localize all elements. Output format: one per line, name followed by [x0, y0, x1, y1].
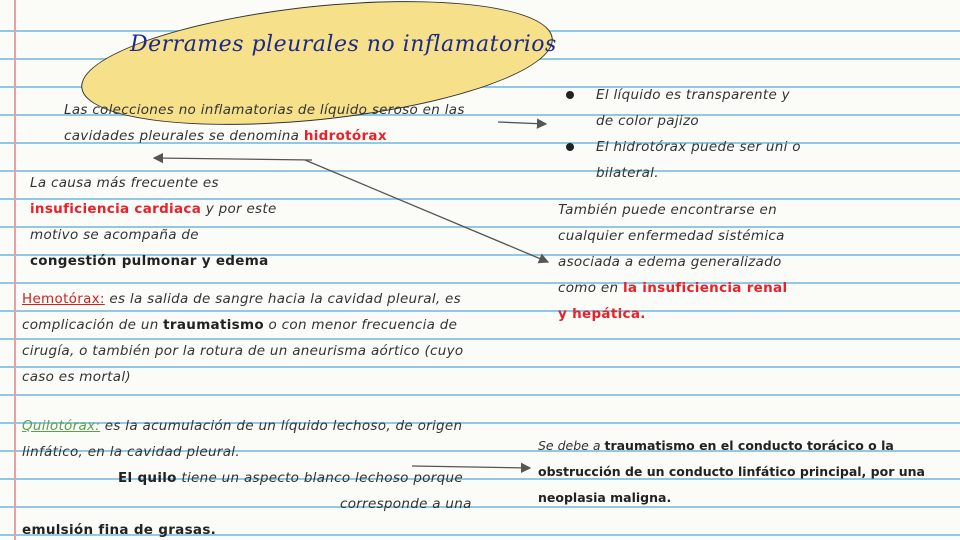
hemotorax-line-3: cirugía, o también por la rotura de un aneurisma aórtico (cuyo: [22, 343, 464, 359]
cause-line-2-rest: y por este: [205, 201, 277, 217]
insuficiencia-cardiaca-highlight: insuficiencia cardiaca: [30, 201, 202, 217]
bullet-line: de color pajizo: [596, 113, 699, 129]
hemotorax-line-2-prefix: complicación de un: [22, 317, 159, 333]
arrow-to-quilo-cause: [412, 466, 530, 468]
quilo-cause-line-3: neoplasia maligna.: [538, 490, 672, 505]
hemotorax-line-2-suffix: o con menor frecuencia de: [268, 317, 458, 333]
quilo-cause-prefix: Se debe a: [538, 438, 601, 453]
el-quilo-bold: El quilo: [118, 470, 177, 486]
hemotorax-term: Hemotórax:: [22, 291, 105, 307]
quilotorax-line-5: emulsión fina de grasas.: [22, 522, 217, 538]
hepatica-highlight: y hepática.: [558, 306, 646, 322]
hidrotorax-highlight: hidrotórax: [303, 128, 387, 144]
quilotorax-line-3-rest: tiene un aspecto blanco lechoso porque: [181, 470, 463, 486]
hemotorax-line-4: caso es mortal): [22, 369, 131, 385]
arrow-to-bullets: [498, 122, 546, 124]
bullet-line: El líquido es transparente y: [596, 87, 790, 103]
systemic-line-3: asociada a edema generalizado: [558, 254, 782, 270]
systemic-line-4-text: como en: [558, 280, 619, 296]
quilotorax-line-4: corresponde a una: [340, 496, 472, 512]
systemic-line-2: cualquier enfermedad sistémica: [558, 228, 785, 244]
hemotorax-line-1-rest: es la salida de sangre hacia la cavidad pleural, es: [109, 291, 462, 307]
arrow-to-systemic: [305, 160, 548, 262]
bullet-line: El hidrotórax puede ser uni o: [596, 139, 801, 155]
quilotorax-term: Quilotórax:: [22, 418, 101, 434]
insuficiencia-renal-highlight: la insuficiencia renal: [622, 280, 788, 296]
cause-line-1: La causa más frecuente es: [30, 175, 219, 191]
intro-line-2-text: cavidades pleurales se denomina: [64, 128, 300, 144]
intro-line-1: Las colecciones no inflamatorias de líquido seroso en las: [64, 102, 465, 118]
quilo-cause-line-2: obstrucción de un conducto linfático principal, por una: [538, 464, 925, 479]
page-title: Derrames pleurales no inflamatorios: [130, 32, 557, 57]
systemic-line-1: También puede encontrarse en: [558, 202, 777, 218]
cause-line-3: motivo se acompaña de: [30, 227, 199, 243]
bullet-line: bilateral.: [596, 165, 659, 181]
cause-line-4: congestión pulmonar y edema: [30, 253, 269, 269]
arrow-to-cause: [154, 158, 312, 160]
quilotorax-line-2: linfático, en la cavidad pleural.: [22, 444, 240, 460]
traumatismo-bold: traumatismo: [163, 317, 264, 333]
quilo-cause-bold: traumatismo en el conducto torácico o la: [604, 438, 894, 453]
quilotorax-line-1-rest: es la acumulación de un líquido lechoso, de origen: [104, 418, 463, 434]
